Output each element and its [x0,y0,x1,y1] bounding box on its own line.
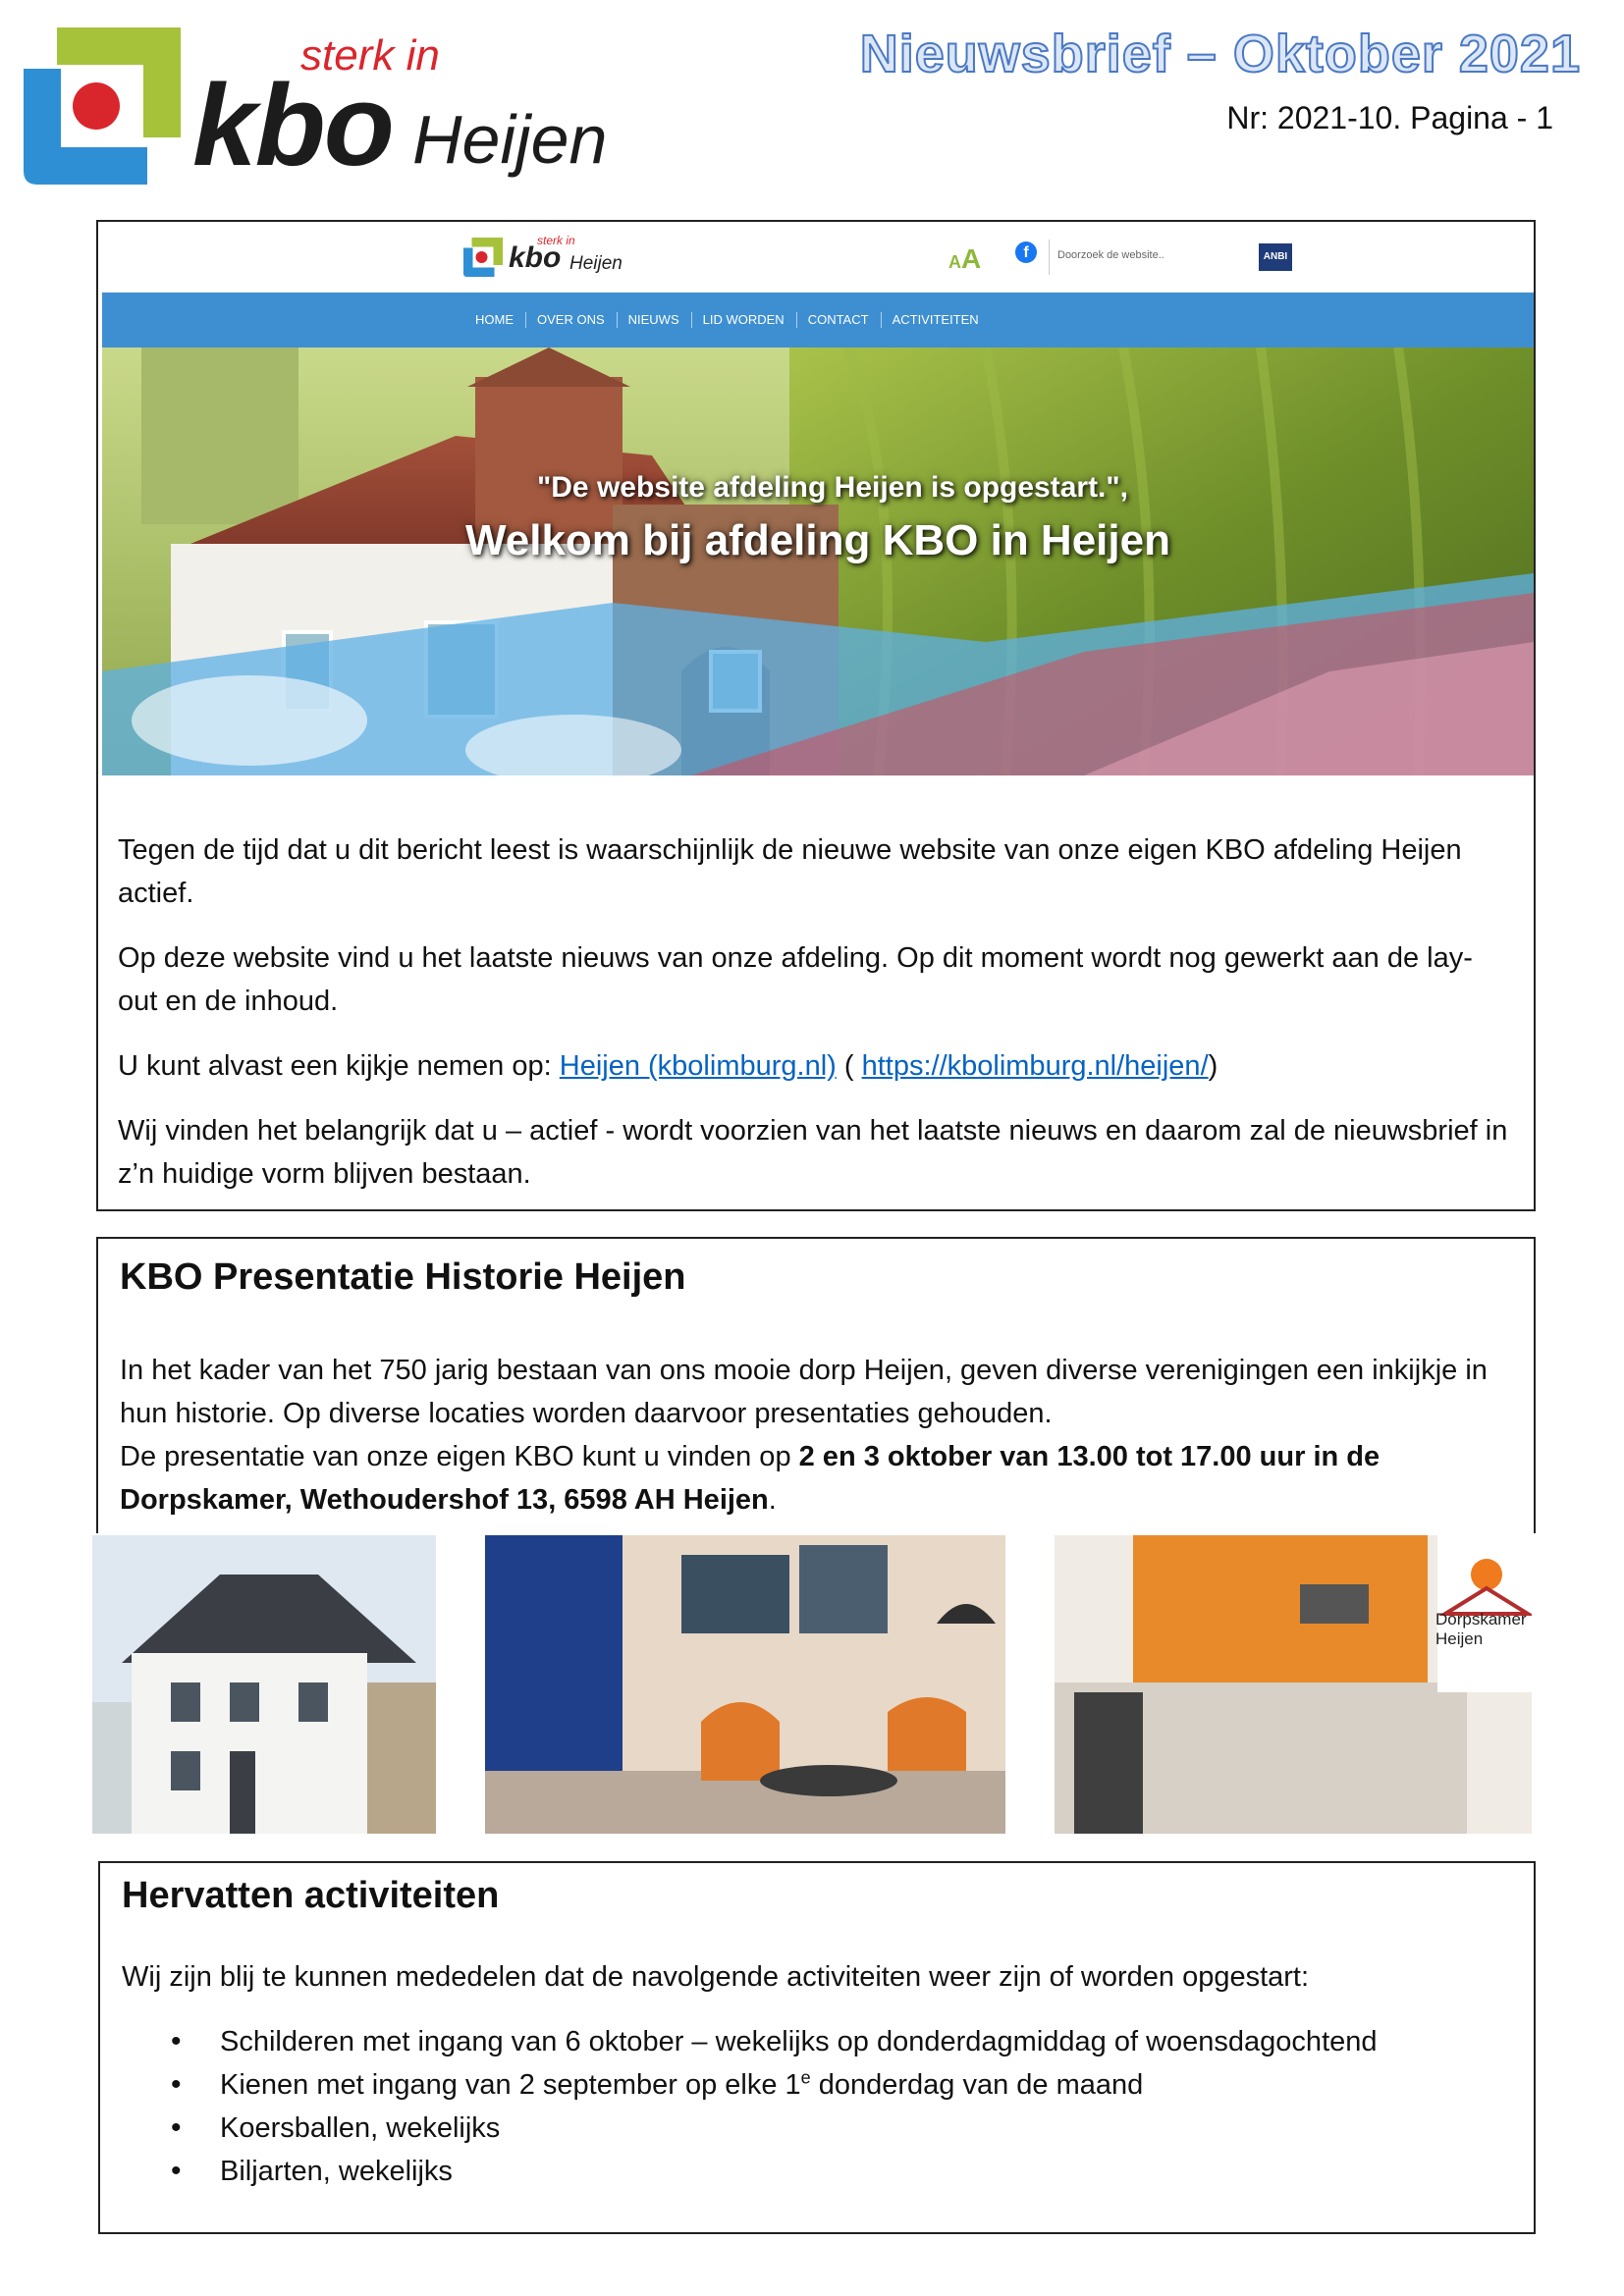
facebook-icon: f [1015,241,1037,263]
brand-name: kbo [192,61,393,190]
kbo-logo [24,27,613,190]
presentatie-line-1: In het kader van het 750 jarig bestaan van ons mooie dorp Heijen, geven diverse verenigingen een inkijkje in hun historie. Op diverse locaties worden daarvoor presentaties gehouden. [120,1355,1488,1429]
hero-quote: "De website afdeling Heijen is opgestart.", [537,471,1128,504]
nav-item-lid-worden: LID WORDEN [691,293,796,347]
brand-tagline: sterk in [300,31,440,80]
list-item [122,2063,1378,2107]
website-logo-place: Heijen [569,253,623,274]
dorpskamer-photo-strip [92,1535,1532,1834]
dorpskamer-photos [92,1535,1532,1834]
website-tools [948,240,1341,279]
presentatie-line-2-suffix: . [768,1484,777,1516]
website-logo [463,234,679,283]
presentatie-date-location: 2 en 3 oktober van 13.00 tot 17.00 uur in de Dorpskamer, Wethoudershof 13, 6598 AH Heijen [120,1441,1380,1516]
intro-link-suffix: ) [1208,1050,1218,1082]
hervatten-heading: Hervatten activiteiten [122,1875,500,1916]
intro-paragraph-1: Tegen de tijd dat u dit bericht leest is waarschijnlijk de nieuwe website van onze eigen KBO afdeling Heijen actief. [118,834,1462,909]
website-nav [102,293,1534,347]
kbo-logo-mark-icon [24,27,181,185]
brand-place: Heijen [412,101,608,178]
website-search-input: Doorzoek de website.. [1049,240,1196,275]
website-announcement-box [96,220,1536,1211]
presentatie-line-2 [120,1435,1514,1522]
ordinal-suffix: e [800,2067,811,2088]
hero-welcome: Welkom bij afdeling KBO in Heijen [465,516,1170,564]
nav-item-contact: CONTACT [796,293,881,347]
intro-paragraph-3 [118,1044,1512,1088]
intro-paragraph-2: Op deze website vind u het laatste nieuws van onze afdeling. Op dit moment wordt nog gewerkt aan de lay-out en de inhoud. [118,942,1473,1017]
hervatten-box [98,1861,1536,2234]
list-item: • Schilderen met ingang van 6 oktober – wekelijks op donderdagmiddag of woensdagochtend [122,2020,1378,2063]
presentatie-line-2-prefix: De presentatie van onze eigen KBO kunt u vinden op [120,1441,799,1472]
kienen-text-end: donderdag van de maand [810,2069,1144,2101]
kienen-text: Kienen met ingang van 2 september op elke 1 [220,2069,801,2101]
anbi-badge: ANBI [1259,243,1292,271]
nav-item-over-ons: OVER ONS [525,293,617,347]
nav-item-activiteiten: ACTIVITEITEN [881,293,991,347]
kbolimburg-heijen-link[interactable]: Heijen (kbolimburg.nl) [559,1050,837,1082]
kbo-logo-mark-icon [463,238,503,277]
presentatie-heading: KBO Presentatie Historie Heijen [120,1256,686,1298]
intro-link-prefix: U kunt alvast een kijkje nemen op: [118,1050,560,1082]
dorpskamer-sign: Dorpskamer Heijen [1435,1610,1527,1648]
list-item: • Koersballen, wekelijks [122,2107,1378,2150]
presentatie-text [120,1349,1514,1522]
newsletter-title: Nieuwsbrief – Oktober 2021 [859,25,1581,83]
intro-link-separator: ( [836,1050,862,1082]
website-logo-tagline: sterk in [537,234,575,247]
presentatie-box [96,1237,1536,1533]
intro-paragraph-4: Wij vinden het belangrijk dat u – actief - wordt voorzien van het laatste nieuws en daarom zal de nieuwsbrief in z’n huidige vorm blijven bestaan. [118,1115,1508,1190]
website-logo-name: kbo [509,241,562,274]
nav-item-nieuws: NIEUWS [617,293,691,347]
website-header [98,222,1534,293]
font-size-controls [948,243,981,275]
font-smaller-button: A [948,252,961,272]
kbolimburg-url-link[interactable]: https://kbolimburg.nl/heijen/ [861,1050,1209,1082]
activity-list [122,2020,1378,2193]
newsletter-number: Nr: 2021-10. Pagina - 1 [1226,100,1553,135]
website-hero-image [102,347,1534,775]
website-announcement-text [118,828,1512,1217]
hervatten-intro: Wij zijn blij te kunnen mededelen dat de navolgende activiteiten weer zijn of worden opgestart: [122,1961,1310,1993]
list-item: • Biljarten, wekelijks [122,2150,1378,2193]
font-larger-button: A [961,243,982,274]
nav-item-home: HOME [475,312,514,327]
